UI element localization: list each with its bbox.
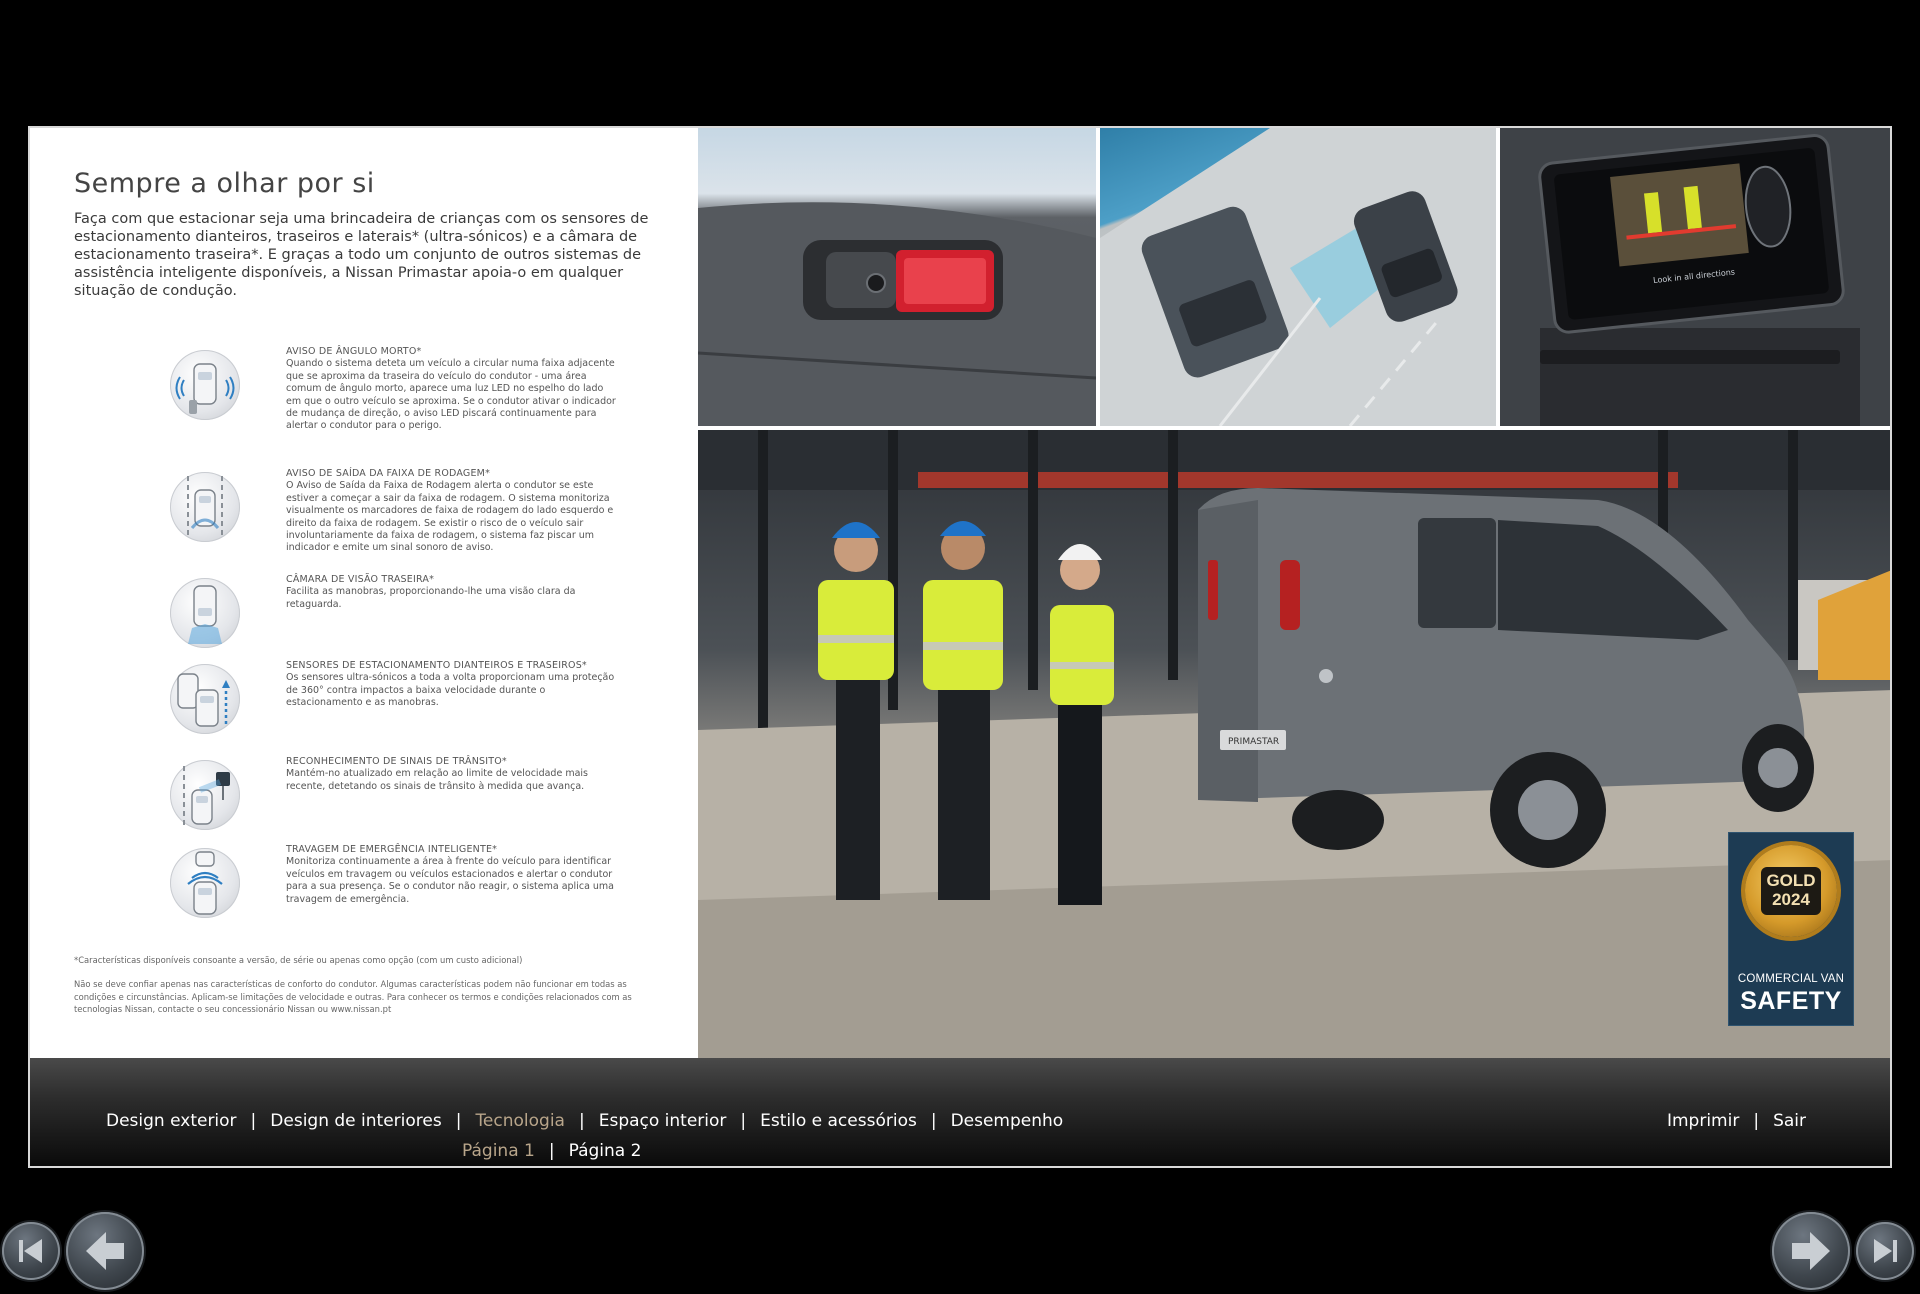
emergency-braking-icon	[170, 848, 240, 918]
feature-description: Mantém-no atualizado em relação ao limite de velocidade mais recente, detetando os sinais de trânsito à medida que avança.	[286, 768, 588, 792]
first-page-button[interactable]	[2, 1222, 60, 1280]
utility-nav	[1667, 1111, 1806, 1131]
feature-title: AVISO DE SAÍDA DA FAIXA DE RODAGEM*	[286, 468, 491, 479]
nav-design-exterior[interactable]: Design exterior	[106, 1111, 237, 1131]
arrow-left-icon	[66, 1212, 144, 1290]
feature-description: Facilita as manobras, proporcionando-lhe uma visão clara da retaguarda.	[286, 586, 576, 610]
nav-design-interiores[interactable]: Design de interiores	[270, 1111, 442, 1131]
nav-separator: |	[578, 1111, 585, 1131]
feature-description: Os sensores ultra-sónicos a toda a volta proporcionam uma proteção de 360° contra impactos a baixa velocidade durante o estacionamento e as manobras.	[286, 672, 615, 709]
arrow-right-icon	[1772, 1212, 1850, 1290]
brochure-viewer	[28, 126, 1892, 1168]
parking-sensors-icon	[170, 664, 240, 734]
feature-description: Monitoriza continuamente a área à frente do veículo para identificar veículos em travagem ou veículos estacionados e alertar o condutor para a sua presença. Se o condutor não reagir, o sistema aplica uma travagem de emergência.	[286, 856, 615, 905]
infotainment-screen-photo	[1500, 128, 1892, 426]
page-headline: Sempre a olhar por si	[74, 168, 375, 199]
nav-espaco-interior[interactable]: Espaço interior	[598, 1111, 727, 1131]
nav-desempenho[interactable]: Desempenho	[950, 1111, 1064, 1131]
feature-title: CÂMARA DE VISÃO TRASEIRA*	[286, 574, 435, 585]
nav-separator: |	[930, 1111, 937, 1131]
award-badge	[1728, 832, 1854, 1026]
van-model-badge: PRIMASTAR	[1228, 737, 1280, 747]
van-worksite-photo	[698, 430, 1892, 1058]
rear-camera-photo	[698, 128, 1096, 426]
section-nav	[106, 1111, 1063, 1131]
feature-title: SENSORES DE ESTACIONAMENTO DIANTEIROS E TRASEIROS*	[286, 660, 587, 671]
feature-title: TRAVAGEM DE EMERGÊNCIA INTELIGENTE*	[286, 844, 498, 855]
feature-description: Quando o sistema deteta um veículo a circular numa faixa adjacente que se aproxima da traseira do veículo do condutor - uma área comum de ângulo morto, aparece uma luz LED no espelho do lado em que o outro veículo se aproxima. Se o condutor ativar o indicador de mudança de direção, o aviso LED piscará continuamente para alertar o condutor para o perigo.	[286, 358, 616, 432]
badge-gold-text: GOLD	[1766, 871, 1816, 890]
traffic-sign-icon	[170, 760, 240, 830]
skip-back-icon	[2, 1222, 60, 1280]
nav-page-1[interactable]: Página 1	[462, 1141, 535, 1161]
availability-footnote: *Características disponíveis consoante a versão, de série ou apenas como opção (com um custo adicional)	[74, 955, 523, 965]
gold-medal-icon	[1745, 845, 1837, 937]
nav-tecnologia[interactable]: Tecnologia	[475, 1111, 565, 1131]
nav-estilo-acessorios[interactable]: Estilo e acessórios	[760, 1111, 917, 1131]
rear-camera-icon	[170, 578, 240, 648]
feature-title: RECONHECIMENTO DE SINAIS DE TRÂNSITO*	[286, 756, 507, 767]
disclaimer-footnote: Não se deve confiar apenas nas características de conforto do condutor. Algumas características podem não funcionar em todas as condições e circunstâncias. Aplicam-se limitações de velocidade e outras. Para conhecer os termos e condições relacionados com as tecnologias Nissan, contacte o seu concessionário Nissan ou www.nissan.pt	[74, 979, 632, 1014]
blind-spot-aerial-photo	[1100, 128, 1496, 426]
nav-separator: |	[1753, 1111, 1760, 1131]
nav-separator: |	[740, 1111, 747, 1131]
screen-caption: Look in all directions	[1652, 267, 1736, 286]
brochure-navbar	[30, 1058, 1890, 1166]
badge-category: COMMERCIAL VAN	[1737, 973, 1845, 985]
nav-page-2[interactable]: Página 2	[568, 1141, 642, 1161]
badge-year-text: 2024	[1772, 890, 1810, 909]
intro-paragraph: Faça com que estacionar seja uma brincadeira de crianças com os sensores de estacionamento dianteiros, traseiros e laterais* (ultra-sónicos) e a câmara de estacionamento traseira*. E graças a todo um conjunto de outros sistemas de assistência inteligente disponíveis, a Nissan Primastar apoia-o em qualquer situação de condução.	[74, 211, 649, 299]
print-link[interactable]: Imprimir	[1666, 1111, 1740, 1131]
nav-separator: |	[548, 1141, 555, 1161]
exit-link[interactable]: Sair	[1773, 1111, 1806, 1131]
feature-description: O Aviso de Saída da Faixa de Rodagem alerta o condutor se este estiver a começar a sair da faixa de rodagem. O sistema monitoriza visualmente os marcadores de faixa de rodagem do lado esquerdo e direito da faixa de rodagem. Se existir o risco de o veículo sair involuntariamente da faixa de rodagem, o sistema faz piscar um indicador e emite um sinal sonoro de aviso.	[286, 480, 614, 554]
feature-title: AVISO DE ÂNGULO MORTO*	[286, 346, 422, 357]
last-page-button[interactable]	[1856, 1222, 1914, 1280]
nav-separator: |	[455, 1111, 462, 1131]
lane-departure-icon	[170, 472, 240, 542]
page-nav	[462, 1141, 641, 1161]
nav-separator: |	[250, 1111, 257, 1131]
next-page-button[interactable]	[1772, 1212, 1850, 1290]
skip-forward-icon	[1856, 1222, 1914, 1280]
blind-spot-icon	[170, 350, 240, 420]
badge-safety: SAFETY	[1740, 987, 1842, 1015]
brochure-text-page	[30, 128, 697, 1058]
previous-page-button[interactable]	[66, 1212, 144, 1290]
